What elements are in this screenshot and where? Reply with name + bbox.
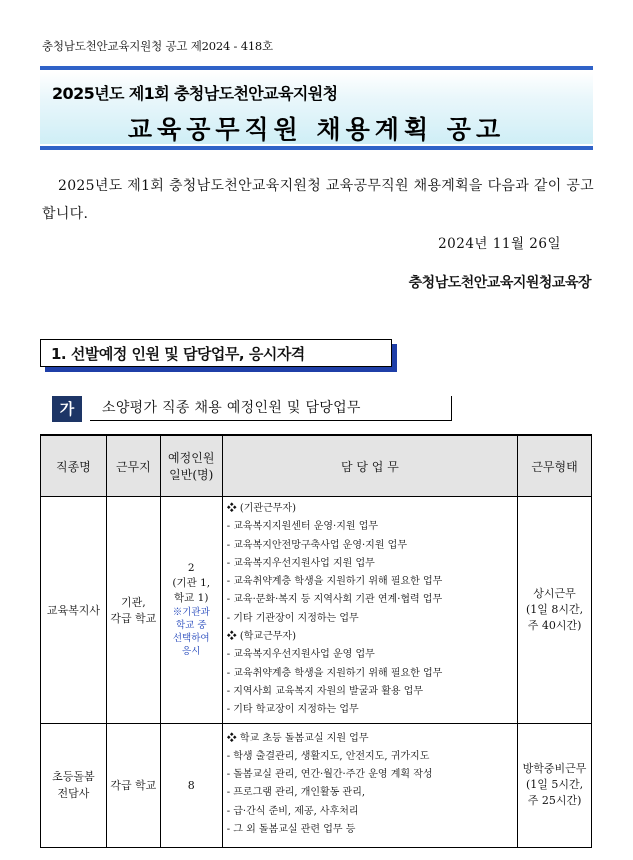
header-work-type: 근무형태 (518, 435, 592, 497)
duty-item: - 교육복지우선지원사업 운영 업무 (226, 649, 375, 661)
work-type-line: (1일 8시간, (525, 602, 584, 616)
count-note: ※기관과 (172, 607, 210, 619)
count-main: 2 (187, 562, 195, 575)
table-row (41, 497, 592, 724)
duty-item: ❖ (기관근무자) (226, 503, 296, 514)
work-type-line: 상시근무 (533, 586, 576, 600)
header-count-line2: 일반(명) (169, 468, 214, 482)
page-title: 교육공무직원 채용계획 공고 (127, 115, 506, 144)
header-duties: 담 당 업 무 (222, 435, 517, 497)
table-row (41, 723, 592, 847)
duty-item: - 급·간식 준비, 제공, 사후처리 (226, 805, 359, 817)
subsection-badge: 가 (52, 396, 82, 422)
count-note: 선택하여 (172, 633, 210, 645)
duty-item: - 기타 기관장이 지정하는 업무 (226, 612, 359, 624)
work-type-line: (1일 5시간, (525, 778, 584, 792)
work-type-line: 방학중비근무 (522, 762, 587, 776)
recruitment-table (40, 434, 592, 848)
cell-count (160, 497, 222, 724)
notice-date: 2024년 11월 26일 (438, 236, 561, 252)
duty-item: - 교육복지지원센터 운영·지원 업무 (226, 521, 379, 533)
duty-item: - 교육복지우선지원사업 지원 업무 (226, 557, 375, 569)
job-line: 초등돌봄 (52, 770, 95, 784)
section-heading: 1. 선발예정 인원 및 담당업무, 응시자격 (40, 339, 392, 367)
count-note: 학교 중 (175, 620, 207, 632)
cell-duties (222, 723, 517, 847)
duty-item: - 학생 출결관리, 생활지도, 안전지도, 귀가지도 (226, 750, 430, 762)
duty-item: ❖ (학교근무자) (226, 631, 296, 643)
header-count (160, 435, 222, 497)
cell-work-type (518, 723, 592, 847)
job-line: 전담사 (57, 787, 90, 801)
work-type-line: 주 25시간) (527, 794, 582, 808)
cell-job: 교육복지사 (41, 497, 107, 724)
cell-count: 8 (160, 723, 222, 847)
workplace-line: 각급 학교 (110, 611, 157, 625)
duty-item: - 기타 학교장이 지정하는 업무 (226, 704, 359, 716)
count-detail: 학교 1) (174, 592, 209, 605)
cell-duties (222, 497, 517, 724)
duty-item: - 교육취약계층 학생을 지원하기 위해 필요한 업무 (226, 576, 443, 588)
duty-item: - 교육·문화·복지 등 지역사회 기관 연계·협력 업무 (226, 594, 443, 606)
table-header-row (41, 435, 592, 497)
cell-job (41, 723, 107, 847)
header-workplace: 근무지 (106, 435, 160, 497)
subsection-title: 소양평가 직종 채용 예정인원 및 담당업무 (90, 396, 452, 421)
duty-item: - 그 외 돌봄교실 관련 업무 등 (226, 824, 356, 836)
intro-paragraph: 2025년도 제1회 충청남도천안교육지원청 교육공무직원 채용계획을 다음과 같이 공고합니다. (42, 178, 594, 222)
duty-item: - 교육복지안전망구축사업 운영·지원 업무 (226, 539, 408, 551)
notice-number: 충청남도천안교육지원청 공고 제2024 - 418호 (42, 39, 273, 53)
title-bottom-rule (40, 146, 593, 150)
count-detail: (기관 1, (172, 577, 211, 590)
duty-item: - 교육취약계층 학생을 지원하기 위해 필요한 업무 (226, 667, 443, 679)
cell-workplace (106, 497, 160, 724)
cell-workplace: 각급 학교 (106, 723, 160, 847)
workplace-line: 기관, (120, 595, 146, 609)
title-subtitle: 2025년도 제1회 충청남도천안교육지원청 (52, 84, 338, 103)
duty-item: ❖ 학교 초등 돌봄교실 지원 업무 (226, 732, 369, 744)
cell-work-type (518, 497, 592, 724)
duty-item: - 프로그램 관리, 개인활동 관리, (226, 787, 366, 799)
count-note: 응시 (182, 646, 201, 658)
duty-item: - 돌봄교실 관리, 연간·월간·주간 운영 계획 작성 (226, 769, 433, 781)
title-top-rule (40, 66, 593, 70)
duty-item: - 지역사회 교육복지 자원의 발굴과 활용 업무 (226, 685, 424, 697)
work-type-line: 주 40시간) (527, 618, 582, 632)
header-count-line1: 예정인원 (168, 451, 215, 465)
header-job: 직종명 (41, 435, 107, 497)
issuer-name: 충청남도천안교육지원청교육장 (408, 275, 591, 291)
